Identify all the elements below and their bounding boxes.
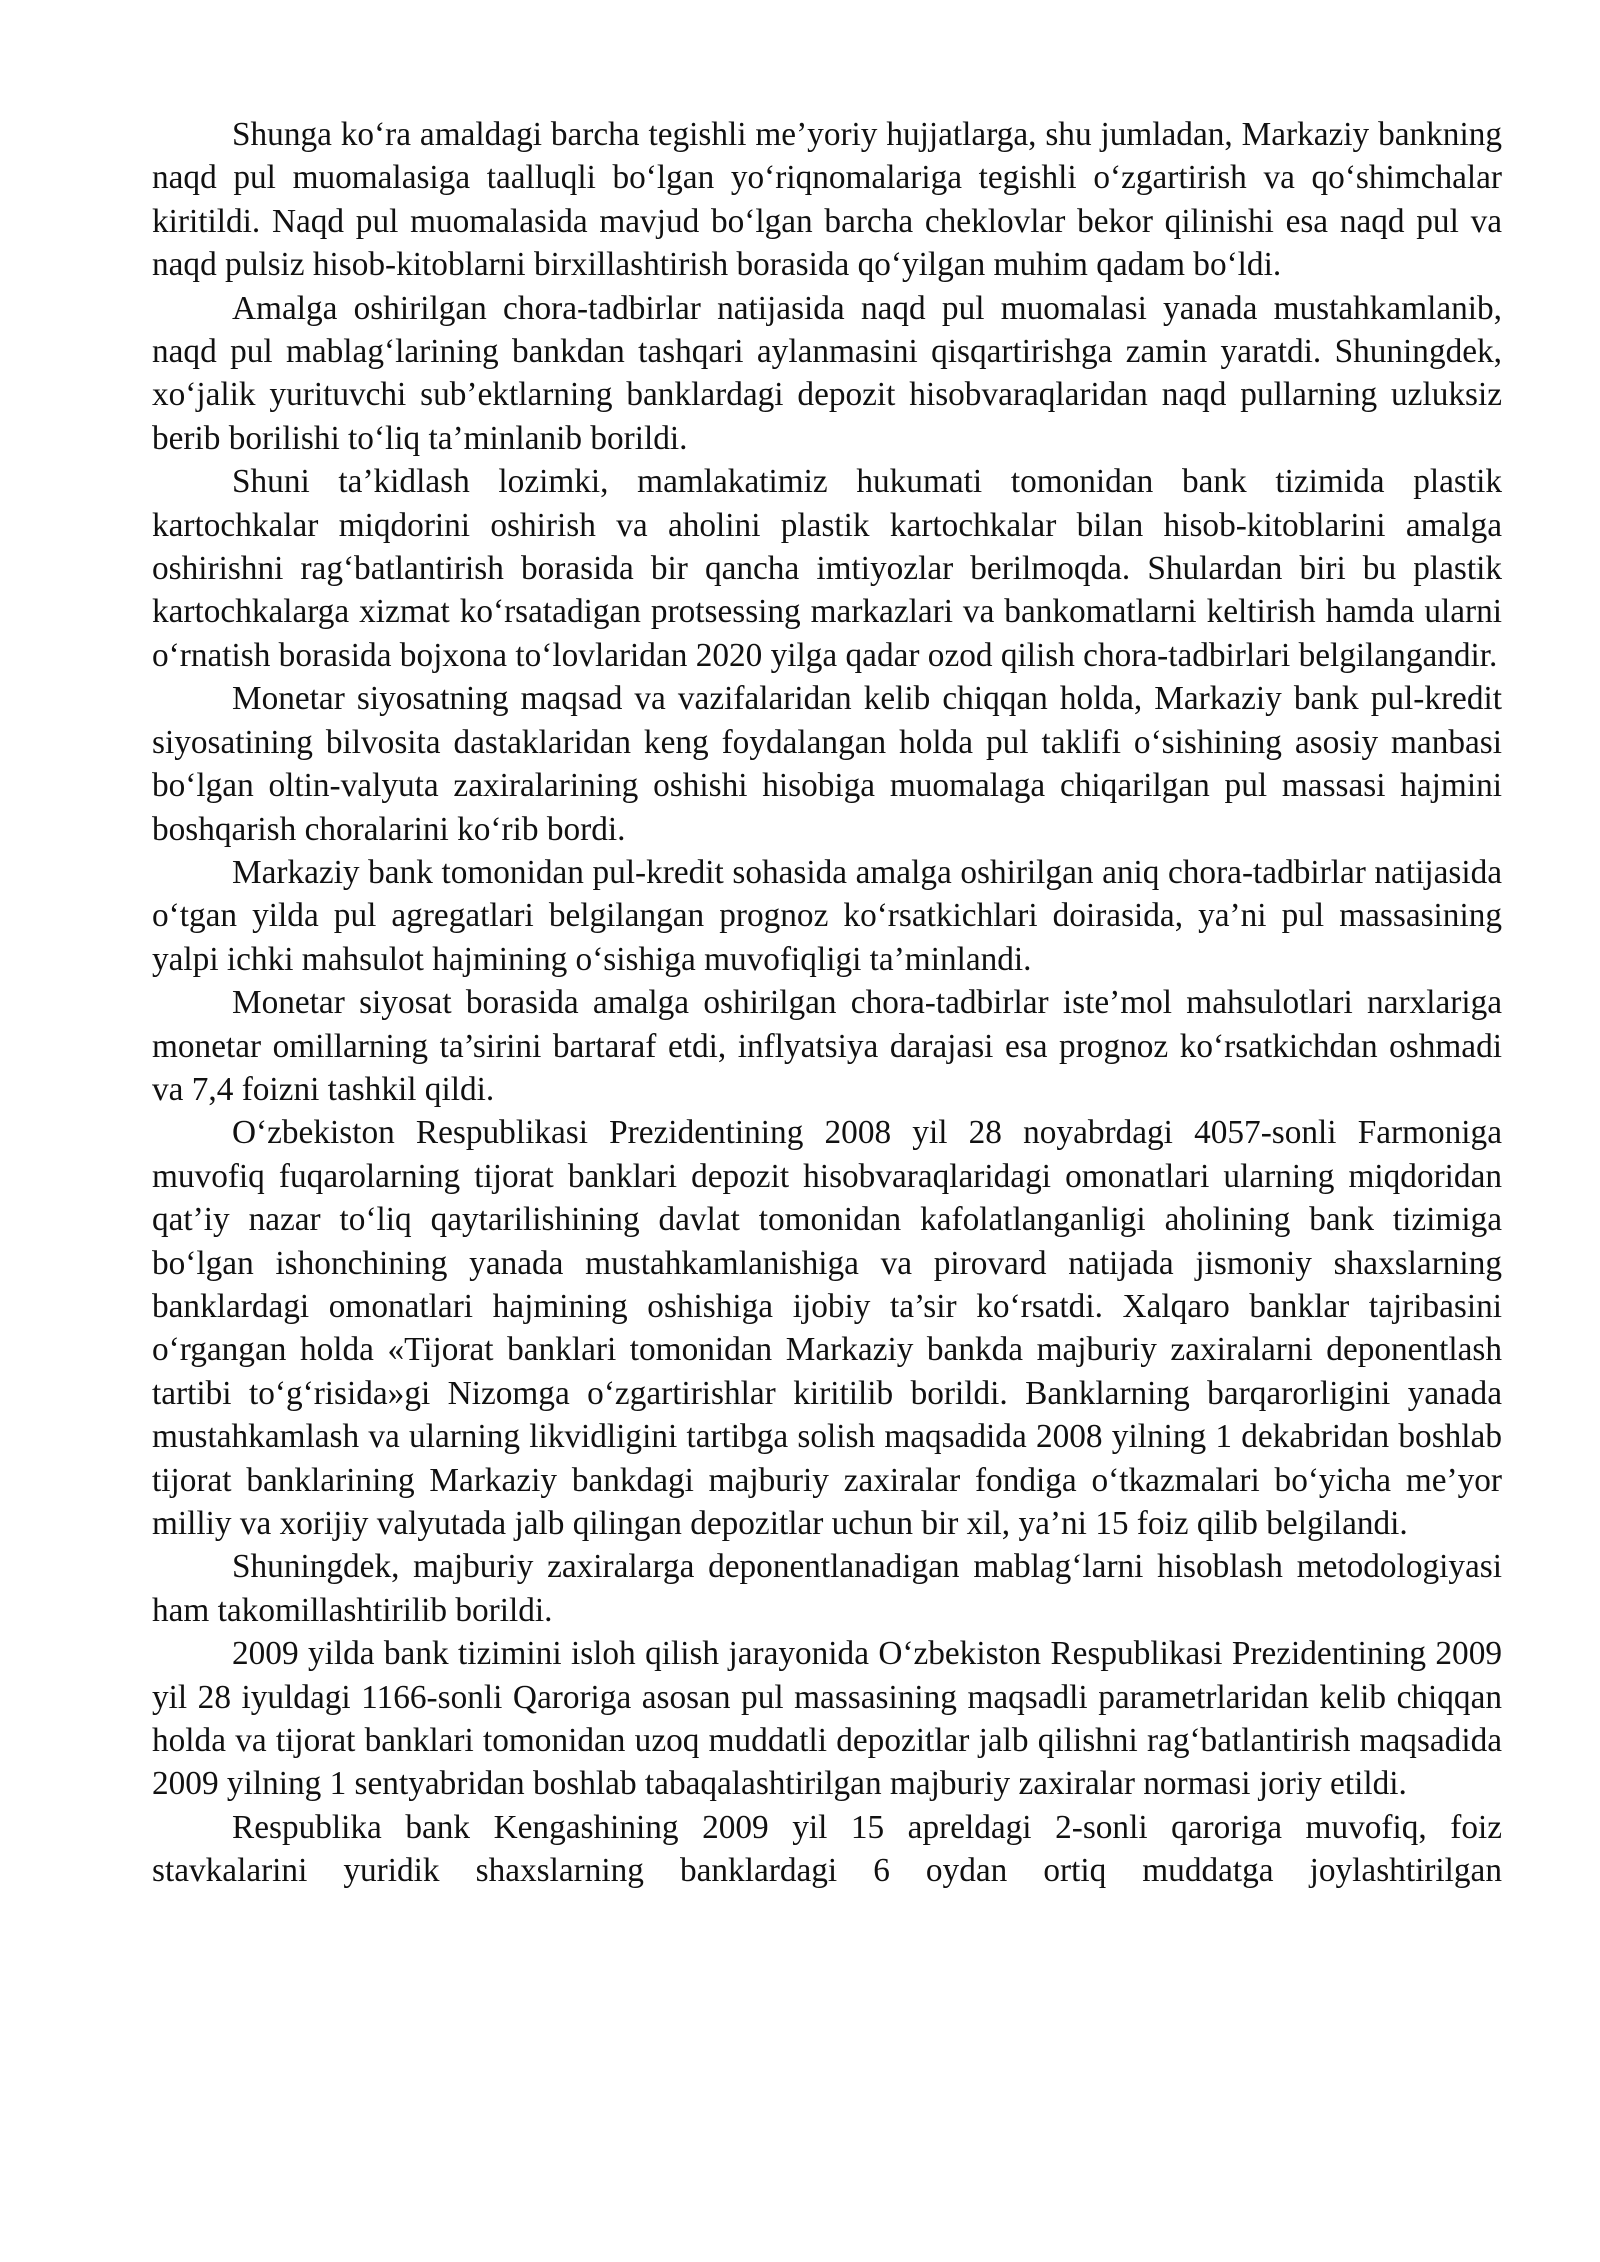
paragraph-9: 2009 yilda bank tizimini isloh qilish jarayonida O‘zbekiston Respublikasi Prezidentining 2009 yil 28 iyuldagi 1166-sonli Qaroriga asosan pul massasining maqsadli parametrlaridan kelib chiqqan holda va tijorat banklari tomonidan uzoq muddatli depozitlar jalb qilishni rag‘batlantirish maqsadida 2009 yilning 1 sentyabridan boshlab tabaqalashtirilgan majburiy zaxiralar normasi joriy etildi. — [152, 1635, 1502, 1803]
paragraph-8: Shuningdek, majburiy zaxiralarga deponentlanadigan mablag‘larni hisoblash metodologiyasi ham takomillashtirilib borildi. — [152, 1548, 1502, 1629]
paragraph-1: Shunga ko‘ra amaldagi barcha tegishli me’yoriy hujjatlarga, shu jumladan, Markaziy bankning naqd pul muomalasiga taalluqli bo‘lgan yo‘riqnomalariga tegishli o‘zgartirish va qo‘shimchalar kiritildi. Naqd pul muomalasida mavjud bo‘lgan barcha cheklovlar bekor qilinishi esa naqd pul va naqd pulsiz hisob-kitoblarni birxillashtirish borasida qo‘yilgan muhim qadam bo‘ldi. — [152, 116, 1502, 284]
paragraph-4: Monetar siyosatning maqsad va vazifalaridan kelib chiqqan holda, Markaziy bank pul-kredit siyosatining bilvosita dastaklaridan keng foydalangan holda pul taklifi o‘sishining asosiy manbasi bo‘lgan oltin-valyuta zaxiralarining oshishi hisobiga muomalaga chiqarilgan pul massasi hajmini boshqarish choralarini ko‘rib bordi. — [152, 680, 1502, 848]
paragraph-2: Amalga oshirilgan chora-tadbirlar natijasida naqd pul muomalasi yanada mustahkamlanib, naqd pul mablag‘larining bankdan tashqari aylanmasini qisqartirishga zamin yaratdi. Shuningdek, xo‘jalik yurituvchi sub’ektlarning banklardagi depozit hisobvaraqlaridan naqd pullarning uzluksiz berib borilishi to‘liq ta’minlanib borildi. — [152, 289, 1502, 457]
paragraph-7: O‘zbekiston Respublikasi Prezidentining 2008 yil 28 noyabrdagi 4057-sonli Farmoniga muvofiq fuqarolarning tijorat banklari depozit hisobvaraqlaridagi omonatlari ularning miqdoridan qat’iy nazar to‘liq qaytarilishining davlat tomonidan kafolatlanganligi aholining bank tizimiga bo‘lgan ishonchining yanada mustahkamlanishiga va pirovard natijada jismoniy shaxslarning banklardagi omonatlari hajmining oshishiga ijobiy ta’sir ko‘rsatdi. Xalqaro banklar tajribasini o‘rgangan holda «Tijorat banklari tomonidan Markaziy bankda majburiy zaxiralarni deponentlash tartibi to‘g‘risida»gi Nizomga o‘zgartirishlar kiritilib borildi. Banklarning barqarorligini yanada mustahkamlash va ularning likvidligini tartibga solish maqsadida 2008 yilning 1 dekabridan boshlab tijorat banklarining Markaziy bankdagi majburiy zaxiralar fondiga o‘tkazmalari bo‘yicha me’yor milliy va xorijiy valyutada jalb qilingan depozitlar uchun bir xil, ya’ni 15 foiz qilib belgilandi. — [152, 1114, 1502, 1542]
paragraph-10: Respublika bank Kengashining 2009 yil 15 apreldagi 2-sonli qaroriga muvofiq, foiz stavkalarini yuridik shaxslarning banklardagi 6 oydan ortiq muddatga joylashtirilgan — [152, 1808, 1502, 1890]
paragraph-5: Markaziy bank tomonidan pul-kredit sohasida amalga oshirilgan aniq chora-tadbirlar natijasida o‘tgan yilda pul agregatlari belgilangan prognoz ko‘rsatkichlari doirasida, ya’ni pul massasining yalpi ichki mahsulot hajmining o‘sishiga muvofiqligi ta’minlandi. — [152, 853, 1502, 978]
paragraph-3: Shuni ta’kidlash lozimki, mamlakatimiz hukumati tomonidan bank tizimida plastik kartochkalar miqdorini oshirish va aholini plastik kartochkalar bilan hisob-kitoblarini amalga oshirishni rag‘batlantirish borasida bir qancha imtiyozlar berilmoqda. Shulardan biri bu plastik kartochkalarga xizmat ko‘rsatadigan protsessing markazlari va bankomatlarni keltirish hamda ularni o‘rnatish borasida bojxona to‘lovlaridan 2020 yilga qadar ozod qilish chora-tadbirlari belgilangandir. — [152, 463, 1502, 674]
document-page — [152, 113, 1502, 1893]
paragraph-6: Monetar siyosat borasida amalga oshirilgan chora-tadbirlar iste’mol mahsulotlari narxlariga monetar omillarning ta’sirini bartaraf etdi, inflyatsiya darajasi esa prognoz ko‘rsatkichdan oshmadi va 7,4 foizni tashkil qildi. — [152, 984, 1502, 1108]
